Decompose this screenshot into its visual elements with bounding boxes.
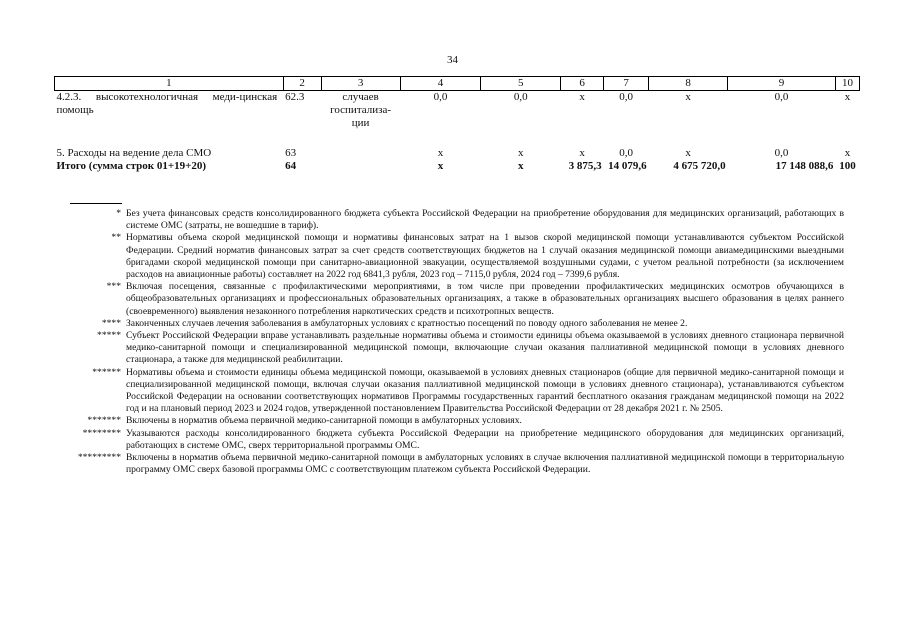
footnote xyxy=(54,318,844,330)
footnote-text: Включены в норматив объема первичной медико-санитарной помощи в амбулаторных условиях. xyxy=(126,415,522,427)
footnote-text: Без учета финансовых средств консолидированного бюджета субъекта Российской Федерации на приобретение оборудования для медицинских организаций, работающих в системе ОМС (затраты, не вошедшие в тариф). xyxy=(126,208,844,232)
column-number-header: 5 xyxy=(481,77,561,91)
row-label: 4.2.3. высокотехнологичная меди-цинская помощь xyxy=(56,91,278,116)
column-number-header: 7 xyxy=(604,77,649,91)
table-cell: 100 xyxy=(839,159,856,172)
table-cell: 17 148 088,6 xyxy=(775,159,834,172)
table-cell: х xyxy=(518,146,524,159)
footnote-mark: *** xyxy=(106,281,121,293)
footnote-mark: ********* xyxy=(77,452,121,464)
table-cell: 0,0 xyxy=(513,91,528,103)
table-cell: х xyxy=(685,91,691,103)
table-row xyxy=(55,91,860,147)
row-label: Итого (сумма строк 01+19+20) xyxy=(56,159,207,172)
table-cell: 14 079,6 xyxy=(608,159,647,172)
footnotes xyxy=(54,208,844,476)
footnote-mark: ****** xyxy=(92,366,121,378)
footnote-separator xyxy=(70,203,122,204)
footnote xyxy=(54,281,844,318)
footnote-text: Указываются расходы консолидированного бюджета субъекта Российской Федерации на приобретение медицинского оборудования для медицинских организаций, работающих в системе ОМС, сверх территориальной программы ОМС. xyxy=(126,427,844,451)
footnote-text: Субъект Российской Федерации вправе устанавливать раздельные нормативы объема и стоимости единицы объема оказываемой в условиях дневного стационара первичной медико-санитарной помощи и специализированной медицинской помощи, включающие случаи оказания паллиативной медицинской помощи в условиях дневного стационара, а также для медицинской реабилитации. xyxy=(126,330,844,366)
row-label: 5. Расходы на ведение дела СМО xyxy=(56,146,212,159)
row-number: 62.3 xyxy=(285,91,305,103)
column-number-header: 1 xyxy=(55,77,284,91)
column-number-header: 2 xyxy=(283,77,321,91)
table-cell: х xyxy=(844,91,851,103)
table-cell: х xyxy=(518,159,524,172)
row-number: 63 xyxy=(285,146,297,159)
footnote-text: Законченных случаев лечения заболевания в амбулаторных условиях с кратностью посещений по поводу одного заболевания не менее 2. xyxy=(126,317,688,329)
footnote-mark: * xyxy=(116,208,121,219)
footnote-text: Нормативы объема скорой медицинской помощи и нормативы финансовых затрат на 1 вызов скорой медицинской помощи устанавливаются субъектом Российской Федерации. Средний норматив финансовых затрат за счет средств соответствующих бюджетов на 1 случай оказания медицинской помощи авиамедицинскими выездными бригадами скорой медицинской помощи при санитарно-авиационной эвакуации, осуществляемой воздушными судами, с учетом реальной потребности (за исключением расходов на авиационные работы) составляет на 2022 год 6841,3 рубля, 2023 год – 7115,0 рубля, 2024 год – 7399,6 рубля. xyxy=(126,232,844,281)
footnote xyxy=(54,428,844,452)
column-number-header: 9 xyxy=(728,77,836,91)
footnote xyxy=(54,367,844,416)
footnote xyxy=(54,330,844,367)
table-cell: 4 675 720,0 xyxy=(673,159,726,172)
table-cell: 3 875,3 xyxy=(568,159,602,172)
table-cell: х xyxy=(844,146,851,159)
table-cell: 0,0 xyxy=(433,91,448,103)
table-header-row xyxy=(55,77,860,91)
unit-cell: случаев госпитализа-ции xyxy=(330,91,392,129)
footnote xyxy=(54,452,844,476)
table-cell: 0,0 xyxy=(774,91,789,103)
table-cell: х xyxy=(437,159,444,172)
table-cell: х xyxy=(579,91,585,103)
table-cell: х xyxy=(579,146,585,159)
column-number-header: 10 xyxy=(835,77,859,91)
page-number: 34 xyxy=(447,54,458,66)
footnote-mark: ******** xyxy=(82,427,121,439)
footnote xyxy=(54,232,844,281)
footnote-text: Нормативы объема и стоимости единицы объема медицинской помощи, оказываемой в условиях дневных стационаров (общие для первичной медико-санитарной помощи и специализированной медицинской помощи, включая случаи оказания паллиативной медицинской помощи в условиях дневного стационара), устанавливаются субъектом Российской Федерации на основании соответствующих нормативов Программы государственных гарантий бесплатного оказания гражданам медицинской помощи на 2022 год и на плановый период 2023 и 2024 годов, утвержденной постановлением Правительства Российской Федерации от 28 декабря 2021 г. № 2505. xyxy=(126,366,844,415)
table-cell: х xyxy=(437,146,444,159)
footnote-mark: **** xyxy=(101,317,121,329)
column-number-header: 8 xyxy=(649,77,728,91)
column-number-header: 4 xyxy=(400,77,481,91)
table-cell: 0,0 xyxy=(619,91,634,103)
column-number-header: 6 xyxy=(561,77,604,91)
table-row xyxy=(55,147,860,160)
footnote-mark: ******* xyxy=(87,415,121,427)
column-number-header: 3 xyxy=(321,77,400,91)
footnote xyxy=(54,415,844,427)
footnote-mark: ***** xyxy=(97,330,121,342)
row-number: 64 xyxy=(285,159,297,172)
footnote-text: Включены в норматив объема первичной медико-санитарной помощи в амбулаторных условиях в случае включения паллиативной медицинской помощи в территориальную программу ОМС сверх базовой программы ОМС с соответствующим платежом субъекта Российской Федерации. xyxy=(126,452,844,476)
unit-cell xyxy=(321,160,400,173)
unit-cell xyxy=(321,147,400,160)
table-cell: 0,0 xyxy=(774,146,789,159)
expenses-table xyxy=(54,76,860,173)
table-cell: х xyxy=(685,146,691,159)
table-cell: 0,0 xyxy=(619,146,634,159)
total-row xyxy=(55,160,860,173)
footnote xyxy=(54,208,844,232)
footnote-text: Включая посещения, связанные с профилактическими мероприятиями, в том числе при проведении профилактических медицинских осмотров обучающихся в общеобразовательных организациях и профессиональных образовательных организациях, а также в образовательных организациях высшего образования в целях раннего (своевременного) выявления незаконного потребления наркотических средств и психотропных веществ. xyxy=(126,281,844,317)
footnote-mark: ** xyxy=(111,232,121,244)
